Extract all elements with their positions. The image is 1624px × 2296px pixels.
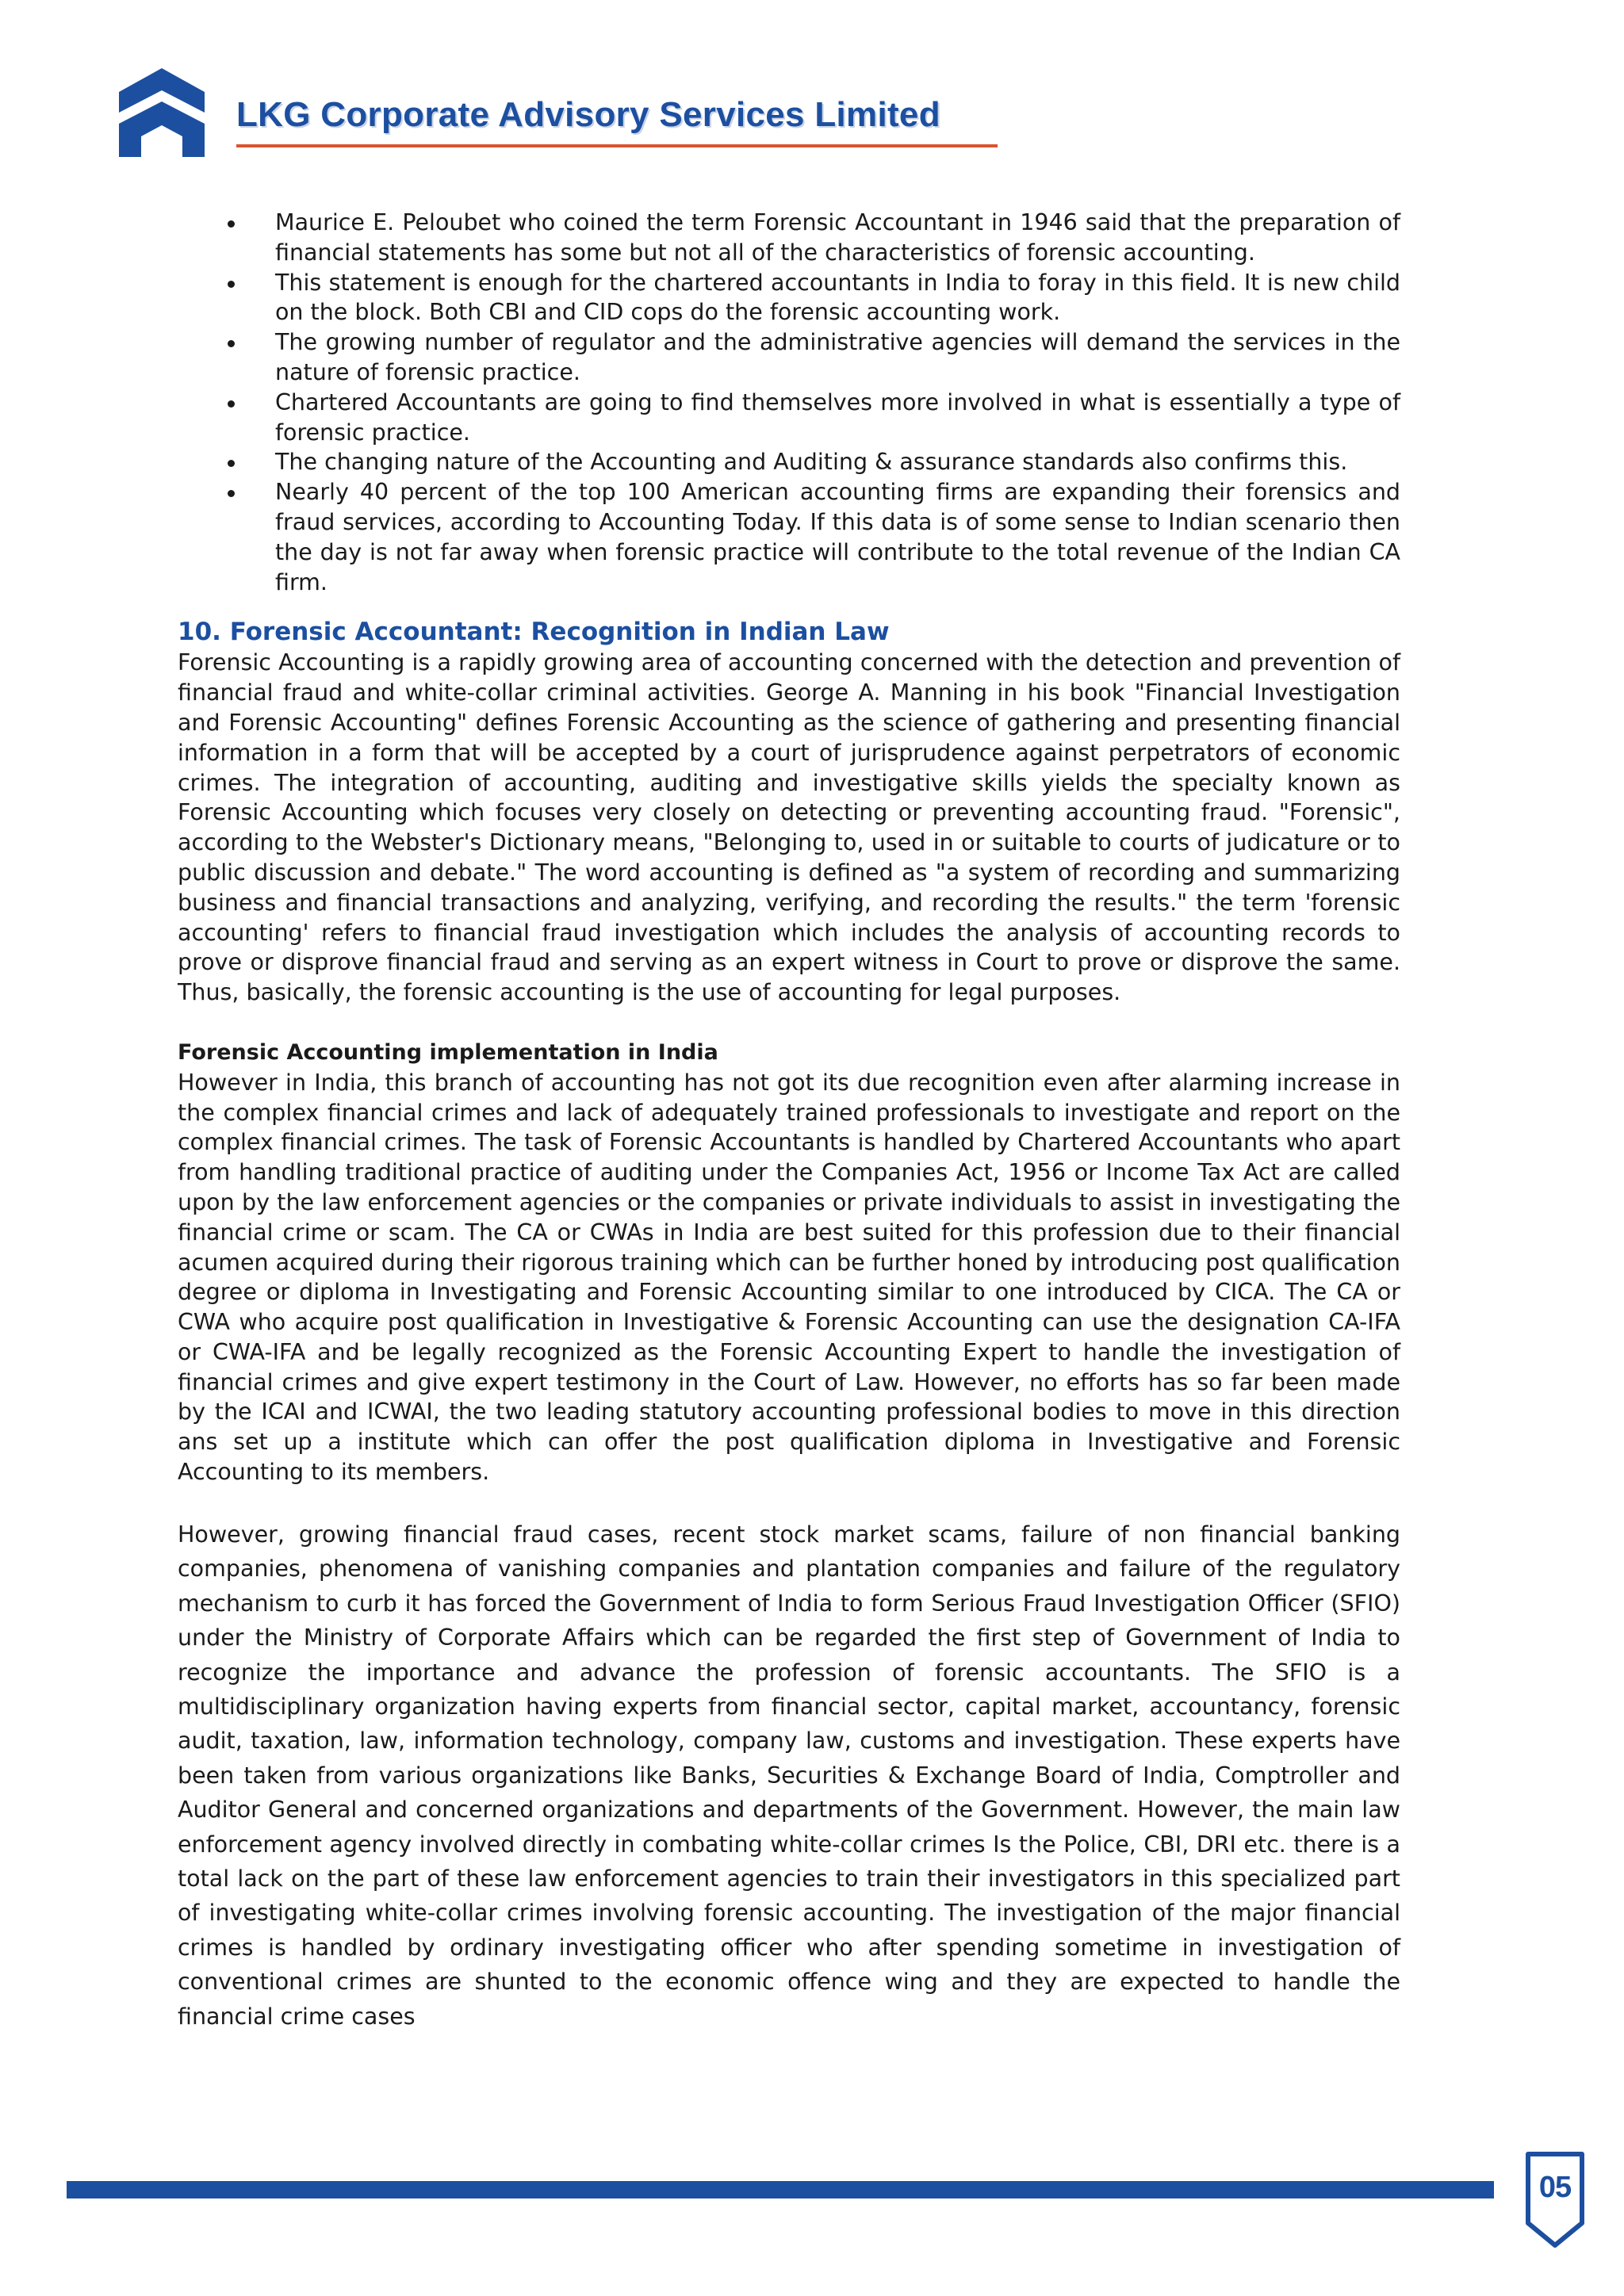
company-logo-icon [119, 68, 205, 157]
section-heading: 10. Forensic Accountant: Recognition in Indian Law [178, 618, 890, 647]
bullet-icon [228, 490, 235, 497]
paragraph-implementation: However in India, this branch of accounting has not got its due recognition even after alarming increase in the complex financial crimes and lack of adequately trained professionals to investigate and report on the complex financial crimes. The task of Forensic Accountants is handled by Chartered Accountants who apart from handling traditional practice of auditing under the Companies Act, 1956 or Income Tax Act are called upon by the law enforcement agencies or the companies or private individuals to assist in investigating the financial crime or scam. The CA or CWAs in India are best suited for this profession due to their financial acumen acquired during their rigorous training which can be further honed by introducing post qualification degree or diploma in Investigating and Forensic Accounting similar to one introduced by CICA. The CA or CWA who acquire post qualification in Investigative & Forensic Accounting can use the designation CA-IFA or CWA-IFA and be legally recognized as the Forensic Accounting Expert to handle the investigation of financial crimes and give expert testimony in the Court of Law. However, no efforts has so far been made by the ICAI and ICWAI, the two leading statutory accounting professional bodies to move in this direction ans set up a institute which can offer the post qualification diploma in Investigative and Forensic Accounting to its members. [178, 1069, 1400, 1486]
list-item: Chartered Accountants are going to find themselves more involved in what is essentially a type of forensic practice. [178, 388, 1400, 448]
page-content [178, 208, 1400, 2034]
paragraph-sfio: However, growing financial fraud cases, recent stock market scams, failure of non financial banking companies, phenomena of vanishing companies and plantation companies and failure of the regulatory mechanism to curb it has forced the Government of India to form Serious Fraud Investigation Officer (SFIO) under the Ministry of Corporate Affairs which can be regarded the first step of Government of India to recognize the importance and advance the profession of forensic accountants. The SFIO is a multidisciplinary organization having experts from financial sector, capital market, accountancy, forensic audit, taxation, law, information technology, company law, customs and investigation. These experts have been taken from various organizations like Banks, Securities & Exchange Board of India, Comptroller and Auditor General and concerned organizations and departments of the Government. However, the main law enforcement agency involved directly in combating white-collar crimes Is the Police, CBI, DRI etc. there is a total lack on the part of these law enforcement agencies to train their investigators in this specialized part of investigating white-collar crimes involving forensic accounting. The investigation of the major financial crimes is handled by ordinary investigating officer who after spending sometime in investigation of conventional crimes are shunted to the economic offence wing and they are expected to handle the financial crime cases [178, 1521, 1400, 2030]
subheading: Forensic Accounting implementation in India [178, 1039, 718, 1065]
list-item: The changing nature of the Accounting and Auditing & assurance standards also confirms this. [178, 447, 1400, 477]
bullet-icon [228, 460, 235, 467]
page-number: 05 [1538, 2171, 1572, 2204]
list-item: This statement is enough for the chartered accountants in India to foray in this field. It is new child on the block. Both CBI and CID cops do the forensic accounting work. [178, 268, 1400, 328]
bullet-icon [228, 220, 235, 228]
list-item: The growing number of regulator and the administrative agencies will demand the services in the nature of forensic practice. [178, 327, 1400, 388]
company-name: LKG Corporate Advisory Services Limited [236, 95, 940, 134]
bullet-icon [228, 340, 235, 347]
list-item: Maurice E. Peloubet who coined the term Forensic Accountant in 1946 said that the preparation of financial statements has some but not all of the characteristics of forensic accounting. [178, 208, 1400, 268]
bullet-icon [228, 281, 235, 288]
header-divider [236, 144, 998, 147]
paragraph-definition: Forensic Accounting is a rapidly growing area of accounting concerned with the detection and prevention of financial fraud and white-collar criminal activities. George A. Manning in his book "Financial Investigation and Forensic Accounting" defines Forensic Accounting as the science of gathering and presenting financial information in a form that will be accepted by a court of jurisprudence against perpetrators of economic crimes. The integration of accounting, auditing and investigative skills yields the specialty known as Forensic Accounting which focuses very closely on detecting or preventing accounting fraud. "Forensic", according to the Webster's Dictionary means, "Belonging to, used in or suitable to courts of judicature or to public discussion and debate." The word accounting is defined as "a system of recording and summarizing business and financial transactions and analyzing, verifying, and recording the results." the term 'forensic accounting' refers to financial fraud investigation which includes the analysis of accounting records to prove or disprove financial fraud and serving as an expert witness in Court to prove or disprove the same. Thus, basically, the forensic accounting is the use of accounting for legal purposes. [178, 649, 1400, 1006]
bullet-icon [228, 400, 235, 408]
footer-bar [67, 2181, 1494, 2198]
list-item: Nearly 40 percent of the top 100 American accounting firms are expanding their forensics and fraud services, according to Accounting Today. If this data is of some sense to Indian scenario then the day is not far away when forensic practice will contribute to the total revenue of the Indian CA firm. [178, 477, 1400, 597]
bullet-list [178, 208, 1400, 597]
